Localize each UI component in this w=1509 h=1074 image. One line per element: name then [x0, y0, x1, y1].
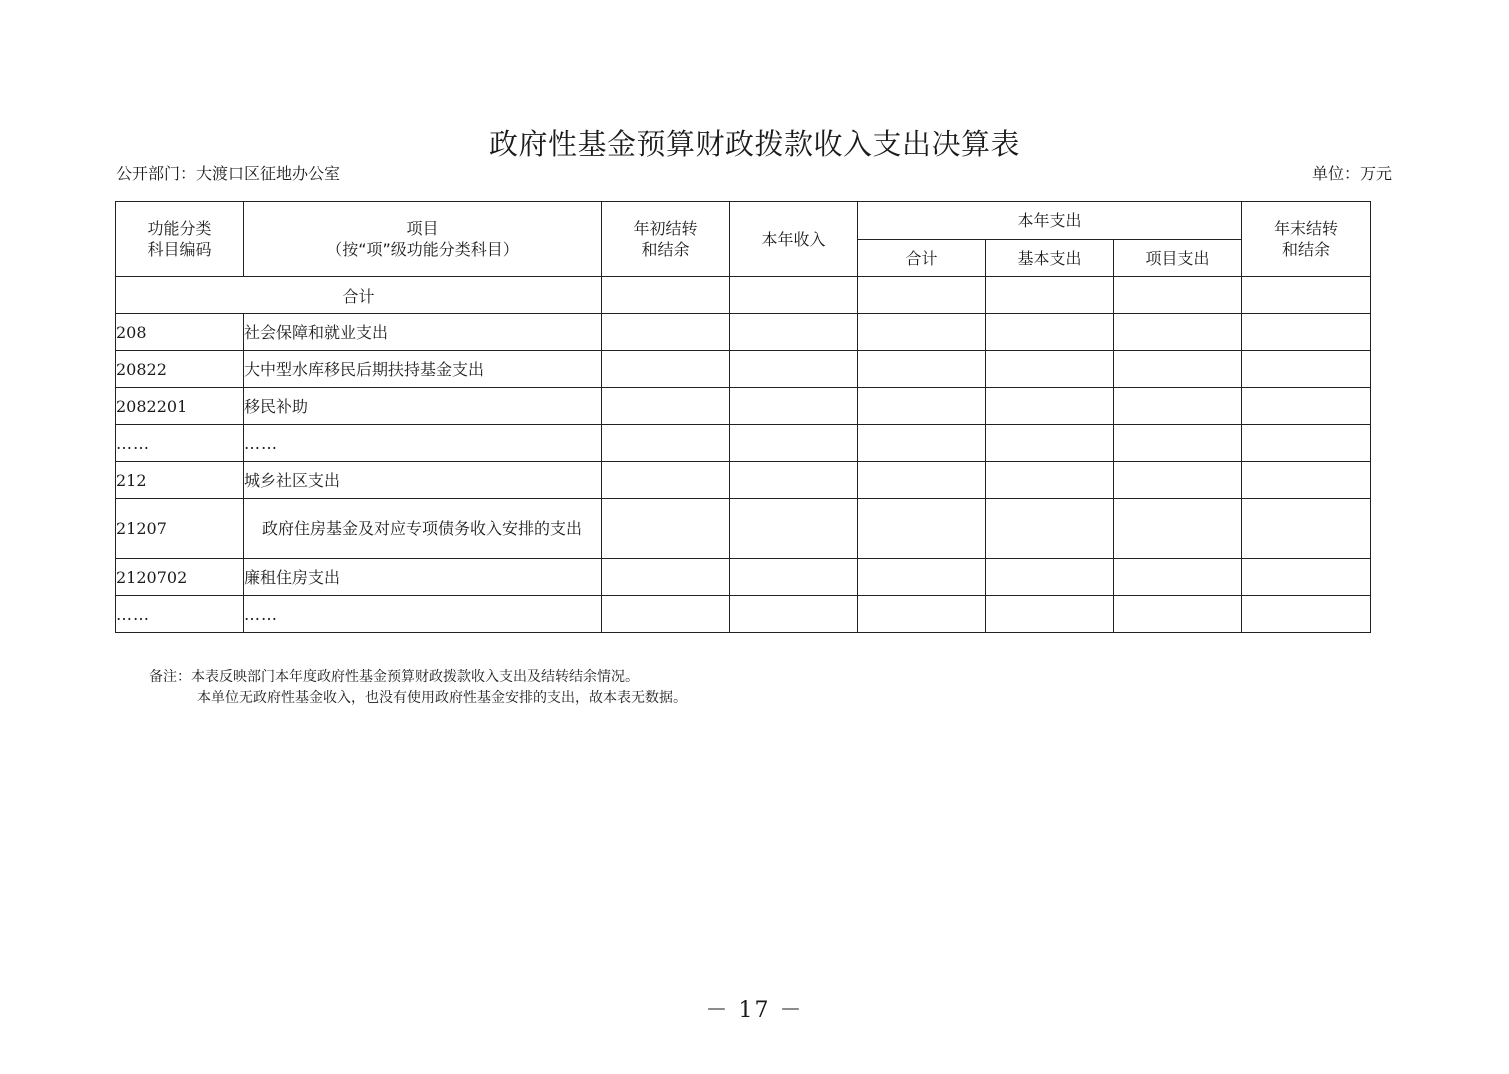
- row-name: 廉租住房支出: [244, 559, 602, 596]
- cell-empty: [1242, 425, 1371, 462]
- cell-empty: [1114, 351, 1242, 388]
- cell-empty: [858, 462, 986, 499]
- cell-empty: [602, 314, 730, 351]
- cell-empty: [858, 425, 986, 462]
- cell-empty: [986, 499, 1114, 559]
- row-code: 21207: [116, 499, 244, 559]
- cell-empty: [1242, 351, 1371, 388]
- row-name: ……: [244, 425, 602, 462]
- row-name: 政府住房基金及对应专项债务收入安排的支出: [244, 499, 602, 559]
- header-item: [244, 202, 602, 277]
- table-row: [116, 462, 1371, 499]
- cell-empty: [602, 425, 730, 462]
- notes: [149, 667, 687, 709]
- cell-empty: [1242, 314, 1371, 351]
- table-row: [116, 559, 1371, 596]
- row-code: 208: [116, 314, 244, 351]
- table-row: [116, 314, 1371, 351]
- cell-empty: [1114, 425, 1242, 462]
- cell-empty: [1114, 388, 1242, 425]
- row-name: 城乡社区支出: [244, 462, 602, 499]
- cell-empty: [986, 462, 1114, 499]
- cell-empty: [858, 314, 986, 351]
- cell-empty: [602, 596, 730, 633]
- cell-empty: [1114, 499, 1242, 559]
- cell-empty: [730, 499, 858, 559]
- cell-empty: [730, 314, 858, 351]
- header-end-balance: [1242, 202, 1371, 277]
- header-begin-balance: [602, 202, 730, 277]
- cell-empty: [1114, 277, 1242, 314]
- row-code: ……: [116, 596, 244, 633]
- header-item-line1: 项目: [406, 219, 439, 238]
- header-expense-group: 本年支出: [858, 202, 1242, 240]
- cell-empty: [602, 351, 730, 388]
- cell-empty: [858, 559, 986, 596]
- header-code-line2: 科目编码: [147, 240, 212, 259]
- cell-empty: [602, 499, 730, 559]
- cell-empty: [986, 425, 1114, 462]
- cell-empty: [602, 388, 730, 425]
- header-begin-line2: 和结余: [641, 240, 690, 259]
- note-line-1: 备注：本表反映部门本年度政府性基金预算财政拨款收入支出及结转结余情况。: [149, 669, 639, 685]
- header-code-line1: 功能分类: [147, 219, 212, 238]
- cell-empty: [730, 425, 858, 462]
- cell-empty: [1114, 314, 1242, 351]
- page-number: － 17 －: [705, 998, 804, 1023]
- cell-empty: [986, 277, 1114, 314]
- cell-empty: [858, 499, 986, 559]
- page-title: 政府性基金预算财政拨款收入支出决算表: [488, 127, 1020, 161]
- row-name: ……: [244, 596, 602, 633]
- row-name: 大中型水库移民后期扶持基金支出: [244, 351, 602, 388]
- row-code: 2120702: [116, 559, 244, 596]
- cell-empty: [858, 596, 986, 633]
- cell-empty: [986, 314, 1114, 351]
- header-income: 本年收入: [730, 202, 858, 277]
- header-expense-basic: 基本支出: [986, 240, 1114, 277]
- department-label: 公开部门：大渡口区征地办公室: [116, 164, 341, 183]
- cell-empty: [986, 388, 1114, 425]
- cell-empty: [1242, 559, 1371, 596]
- cell-empty: [1242, 596, 1371, 633]
- note-line-2: 本单位无政府性基金收入，也没有使用政府性基金安排的支出，故本表无数据。: [197, 690, 687, 706]
- cell-empty: [858, 388, 986, 425]
- table-row: [116, 388, 1371, 425]
- row-code: ……: [116, 425, 244, 462]
- header-expense-project: 项目支出: [1114, 240, 1242, 277]
- header-code: [116, 202, 244, 277]
- cell-empty: [730, 351, 858, 388]
- header-expense-total: 合计: [858, 240, 986, 277]
- cell-empty: [602, 277, 730, 314]
- header-end-line1: 年末结转: [1273, 219, 1338, 238]
- cell-empty: [1242, 388, 1371, 425]
- header-end-line2: 和结余: [1281, 240, 1330, 259]
- cell-empty: [986, 351, 1114, 388]
- cell-empty: [1114, 462, 1242, 499]
- cell-empty: [1242, 277, 1371, 314]
- row-name: 移民补助: [244, 388, 602, 425]
- header-begin-line1: 年初结转: [633, 219, 698, 238]
- cell-empty: [858, 277, 986, 314]
- row-code: 212: [116, 462, 244, 499]
- cell-empty: [986, 559, 1114, 596]
- cell-empty: [858, 351, 986, 388]
- budget-table: [115, 201, 1371, 633]
- cell-empty: [730, 388, 858, 425]
- cell-empty: [730, 277, 858, 314]
- unit-label: 单位：万元: [1311, 164, 1392, 183]
- row-code: 20822: [116, 351, 244, 388]
- cell-empty: [1114, 559, 1242, 596]
- cell-empty: [730, 462, 858, 499]
- table-row: [116, 499, 1371, 559]
- header-item-line2: （按“项”级功能分类科目）: [326, 240, 519, 259]
- cell-empty: [602, 462, 730, 499]
- total-row: [116, 277, 1371, 314]
- table-row: [116, 351, 1371, 388]
- table-row: [116, 596, 1371, 633]
- cell-empty: [1114, 596, 1242, 633]
- row-name: 社会保障和就业支出: [244, 314, 602, 351]
- cell-empty: [1242, 499, 1371, 559]
- table-row: [116, 425, 1371, 462]
- cell-empty: [730, 559, 858, 596]
- cell-empty: [1242, 462, 1371, 499]
- cell-empty: [730, 596, 858, 633]
- cell-empty: [986, 596, 1114, 633]
- cell-empty: [602, 559, 730, 596]
- row-code: 2082201: [116, 388, 244, 425]
- total-label: 合计: [116, 277, 602, 314]
